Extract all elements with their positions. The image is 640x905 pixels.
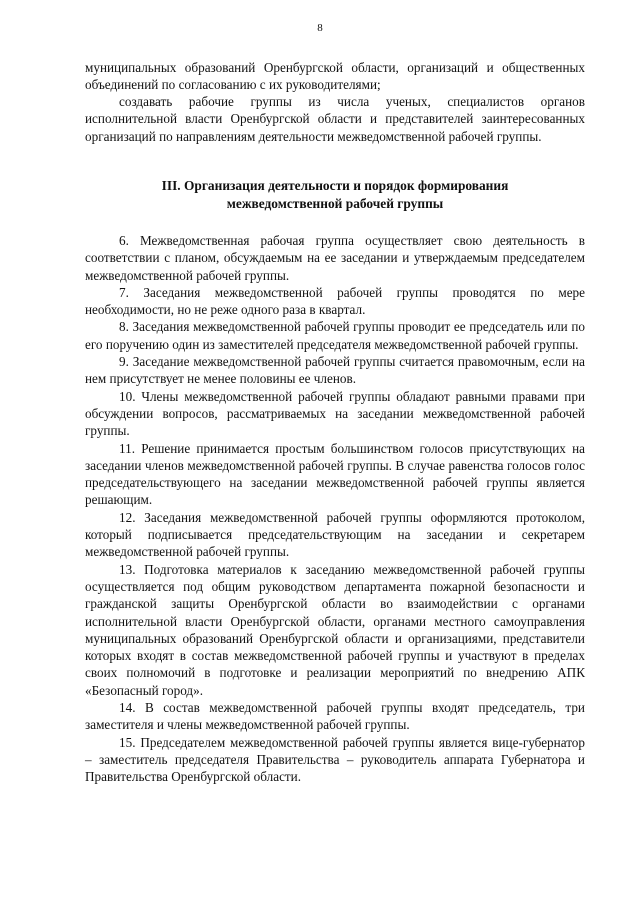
section-heading xyxy=(85,177,585,213)
intro-block xyxy=(85,93,585,145)
paragraph-14: 14. В состав межведомственной рабочей группы входят председатель, три заместителя и члены межведомственной рабочей группы. xyxy=(85,700,585,733)
paragraph-15: 15. Председателем межведомственной рабочей группы является вице-губернатор – заместитель председателя Правительства – руководитель аппарата Губернатора и Правительства Оренбургской области. xyxy=(85,734,585,785)
paragraph-7: 7. Заседания межведомственной рабочей группы проводятся по мере необходимости, но не реже одного раза в квартал. xyxy=(85,284,585,318)
page-number: 8 xyxy=(317,22,323,34)
section-heading-line-2: межведомственной рабочей группы xyxy=(226,196,444,211)
continued-paragraph: муниципальных образований Оренбургской области, организаций и общественных объединений по согласованию с их руководителями; xyxy=(85,60,585,93)
paragraph-11: 11. Решение принимается простым большинством голосов присутствующих на заседании членов межведомственной рабочей группы. В случае равенства голосов голос председательствующего на заседании межведомственной рабочей группы является решающим. xyxy=(85,440,585,508)
paragraph-10: 10. Члены межведомственной рабочей группы обладают равными правами при обсуждении вопросов, рассматриваемых на заседании межведомственной рабочей группы. xyxy=(85,388,585,439)
paragraph-12: 12. Заседания межведомственной рабочей группы оформляются протоколом, который подписывается председательствующим на заседании и секретарем межведомственной рабочей группы. xyxy=(85,509,585,560)
paragraph-6: 6. Межведомственная рабочая группа осуществляет свою деятельность в соответствии с планом, обсуждаемым на ее заседании и утверждаемым председателем межведомственной рабочей группы. xyxy=(85,233,585,283)
paragraph-8: 8. Заседания межведомственной рабочей группы проводит ее председатель или по его поручению один из заместителей председателя межведомственной рабочей группы. xyxy=(85,319,585,352)
section-body xyxy=(85,232,585,786)
intro-paragraph: создавать рабочие группы из числа ученых, специалистов органов исполнительной власти Оренбургской области и представителей заинтересованных организаций по направлениям деятельности межведомственной рабочей группы. xyxy=(85,94,585,144)
paragraph-9: 9. Заседание межведомственной рабочей группы считается правомочным, если на нем присутствует не менее половины ее членов. xyxy=(85,354,585,387)
paragraph-13: 13. Подготовка материалов к заседанию межведомственной рабочей группы осуществляется под общим руководством департамента пожарной безопасности и гражданской защиты Оренбургской области во взаимодействии с органами исполнительной власти Оренбургской области, органами местного самоуправления муниципальных образований Оренбургской области и организациями, представители которых входят в состав межведомственной рабочей группы и участвуют в пределах своих полномочий в подготовке и реализации мероприятий по внедрению АПК «Безопасный город». xyxy=(85,561,585,698)
section-heading-line-1: III. Организация деятельности и порядок формирования xyxy=(161,178,509,193)
